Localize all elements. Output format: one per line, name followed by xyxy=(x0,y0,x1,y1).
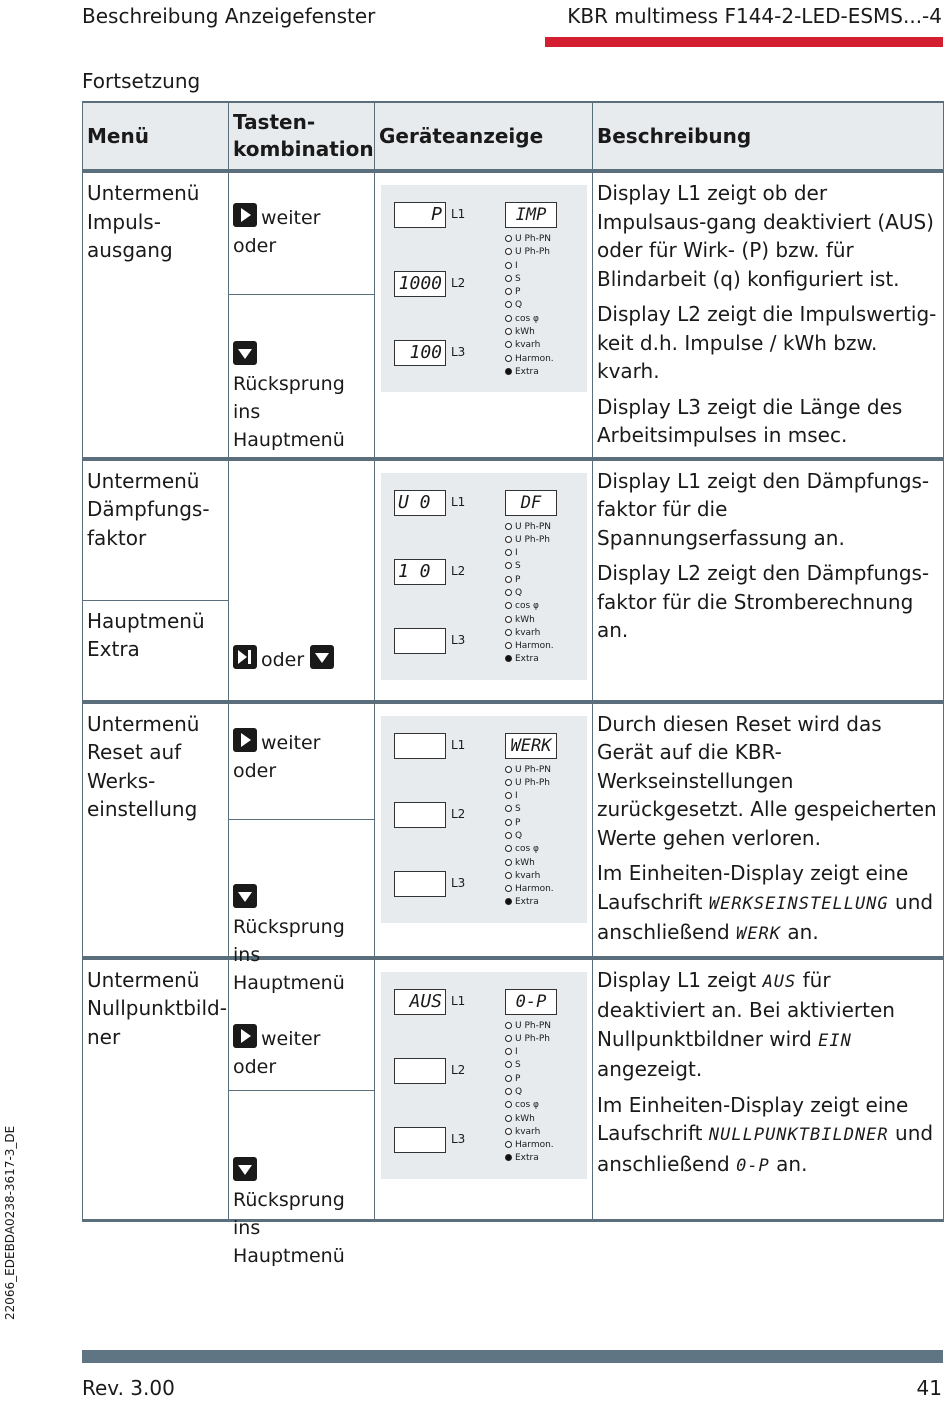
led-item: U Ph-PN xyxy=(505,1020,554,1033)
led-dot-icon xyxy=(505,536,512,543)
led-dot-icon xyxy=(505,288,512,295)
led-item: kvarh xyxy=(505,870,554,883)
led-dot-icon xyxy=(505,315,512,322)
led-dot-icon xyxy=(505,1101,512,1108)
led-item: Harmon. xyxy=(505,353,554,366)
col-header-description: Beschreibung xyxy=(593,102,944,171)
display-l1: AUS xyxy=(394,989,446,1015)
led-item: Q xyxy=(505,1086,554,1099)
led-item: U Ph-Ph xyxy=(505,1033,554,1046)
menu-nullpunktbildner: Untermenü Nullpunktbild- ner xyxy=(87,967,227,1049)
led-item: U Ph-Ph xyxy=(505,534,554,547)
document-id: 22066_EDEBDA0238-3617-3_DE xyxy=(3,1125,17,1320)
led-dot-icon xyxy=(505,589,512,596)
led-dot-icon xyxy=(505,576,512,583)
display-unit: DF xyxy=(505,490,557,516)
menu-extra: Hauptmenü Extra xyxy=(87,608,205,661)
led-dot-icon xyxy=(505,872,512,879)
led-dot-icon xyxy=(505,328,512,335)
led-dot-icon xyxy=(505,1022,512,1029)
led-dot-icon xyxy=(505,235,512,242)
down-arrow-icon xyxy=(233,341,257,365)
led-dot-icon xyxy=(505,629,512,636)
led-dot-icon xyxy=(505,549,512,556)
led-dot-icon xyxy=(505,1115,512,1122)
led-item: Extra xyxy=(505,896,554,909)
table-row xyxy=(83,958,944,1221)
led-dot-icon xyxy=(505,602,512,609)
header-accent-bar xyxy=(545,37,943,47)
led-item: S xyxy=(505,560,554,573)
led-dot-icon xyxy=(505,1141,512,1148)
display-l1: U 0 xyxy=(394,490,446,516)
led-item: I xyxy=(505,790,554,803)
display-l3 xyxy=(394,871,446,897)
menu-reset: Untermenü Reset auf Werks- einstellung xyxy=(87,711,200,821)
col-header-menu: Menü xyxy=(83,102,229,171)
led-dot-icon xyxy=(505,368,512,375)
led-dot-icon xyxy=(505,523,512,530)
footer-bar xyxy=(82,1350,943,1363)
led-item: I xyxy=(505,547,554,560)
description: Display L1 zeigt ob der Impulsaus-gang deaktiviert (AUS) oder für Wirk- (P) bzw. für Blindarbeit (q) konfiguriert ist. Display L2 zeigt die Impulswertig-keit d.h. Impulse / kWh bzw. kvarh. Display L3 zeigt die Länge des Arbeitsimpulses in msec. xyxy=(597,181,937,447)
continued-label: Fortsetzung xyxy=(82,69,201,93)
led-dot-icon xyxy=(505,262,512,269)
led-item: kWh xyxy=(505,857,554,870)
led-dot-icon xyxy=(505,248,512,255)
led-dot-icon xyxy=(505,845,512,852)
led-dot-icon xyxy=(505,642,512,649)
col-header-display: Geräteanzeige xyxy=(375,102,593,171)
led-item: kvarh xyxy=(505,339,554,352)
right-arrow-icon xyxy=(233,728,257,752)
menu-impulsausgang: Untermenü Impuls- ausgang xyxy=(87,181,200,262)
display-l2 xyxy=(394,802,446,828)
led-item: Harmon. xyxy=(505,640,554,653)
led-item: cos φ xyxy=(505,1099,554,1112)
down-arrow-icon xyxy=(310,645,334,669)
led-item: P xyxy=(505,1073,554,1086)
display-l3: 100 xyxy=(394,340,446,366)
page-number: 41 xyxy=(916,1376,942,1400)
led-item: S xyxy=(505,803,554,816)
led-dot-icon xyxy=(505,1128,512,1135)
table-row xyxy=(83,702,944,958)
table-header-row xyxy=(83,102,944,171)
led-dot-icon xyxy=(505,832,512,839)
led-item: S xyxy=(505,273,554,286)
display-l3 xyxy=(394,628,446,654)
display-l2: 1000 xyxy=(394,271,446,297)
led-item: Q xyxy=(505,587,554,600)
led-item: P xyxy=(505,817,554,830)
led-dot-icon xyxy=(505,1154,512,1161)
led-item: U Ph-Ph xyxy=(505,777,554,790)
skip-forward-icon xyxy=(233,645,257,669)
led-dot-icon xyxy=(505,355,512,362)
led-item: U Ph-PN xyxy=(505,233,554,246)
led-dot-icon xyxy=(505,275,512,282)
led-dot-icon xyxy=(505,1061,512,1068)
led-item: U Ph-PN xyxy=(505,764,554,777)
header-title: Beschreibung Anzeigefenster xyxy=(82,4,376,28)
led-item: Extra xyxy=(505,653,554,666)
led-dot-icon xyxy=(505,301,512,308)
display-l1 xyxy=(394,733,446,759)
device-display: L1 L2 L3 WERK U Ph-PN U Ph-Ph I S P Q cos φ kWh kvarh Harmon. Extra xyxy=(381,716,587,923)
display-unit: IMP xyxy=(505,202,557,228)
led-item: cos φ xyxy=(505,600,554,613)
led-dot-icon xyxy=(505,885,512,892)
table-row xyxy=(83,171,944,459)
device-display: U 0 L1 1 0 L2 L3 DF U Ph-PN U Ph-Ph I S P Q cos φ kWh kvarh Harmon. Extra xyxy=(381,473,587,680)
description: Display L1 zeigt AUS für deaktiviert an. Bei aktivierten Nullpunktbildner wird EIN angezeigt. Im Einheiten-Display zeigt eine Laufschrift NULLPUNKTBILDNER und anschließend 0-P an. xyxy=(597,967,934,1176)
led-item: kWh xyxy=(505,326,554,339)
led-dot-icon xyxy=(505,562,512,569)
display-l2: 1 0 xyxy=(394,559,446,585)
display-l3 xyxy=(394,1127,446,1153)
led-list xyxy=(505,521,554,667)
col-header-keys: Tasten- kombination xyxy=(229,102,375,171)
led-dot-icon xyxy=(505,898,512,905)
led-item: U Ph-PN xyxy=(505,521,554,534)
led-item: Harmon. xyxy=(505,883,554,896)
led-item: Extra xyxy=(505,366,554,379)
led-item: U Ph-Ph xyxy=(505,246,554,259)
led-dot-icon xyxy=(505,766,512,773)
led-item: cos φ xyxy=(505,313,554,326)
menu-table xyxy=(82,101,944,1267)
led-dot-icon xyxy=(505,1075,512,1082)
led-dot-icon xyxy=(505,1088,512,1095)
display-unit: WERK xyxy=(505,733,557,759)
led-item: I xyxy=(505,260,554,273)
key-next: weiter oder xyxy=(229,960,374,1091)
led-dot-icon xyxy=(505,1035,512,1042)
led-item: Q xyxy=(505,830,554,843)
table-row xyxy=(83,459,944,702)
led-item: kWh xyxy=(505,614,554,627)
right-arrow-icon xyxy=(233,1024,257,1048)
key-back: Rücksprung ins Hauptmenü xyxy=(229,1091,374,1219)
display-l1: P xyxy=(394,202,446,228)
led-item: kvarh xyxy=(505,627,554,640)
led-item: kWh xyxy=(505,1113,554,1126)
menu-daempfungsfaktor: Untermenü Dämpfungs- faktor xyxy=(83,461,228,601)
led-list xyxy=(505,1020,554,1166)
led-item: kvarh xyxy=(505,1126,554,1139)
key-back: Rücksprung ins Hauptmenü xyxy=(229,295,374,431)
led-list xyxy=(505,233,554,379)
description: Display L1 zeigt den Dämpfungs-faktor für die Spannungserfassung an. Display L2 zeigt den Dämpfungs-faktor für die Stromberechnung an. xyxy=(597,468,930,642)
led-list xyxy=(505,764,554,910)
key-combo: oder xyxy=(229,645,374,700)
header-product: KBR multimess F144-2-LED-ESMS...-4 xyxy=(567,4,942,28)
led-dot-icon xyxy=(505,859,512,866)
display-l2 xyxy=(394,1058,446,1084)
description: Durch diesen Reset wird das Gerät auf die KBR-Werkseinstellungen zurückgesetzt. Alle gespeicherten Werte gehen verloren. Im Einheiten-Display zeigt eine Laufschrift WERKSEINSTELLUNG und anschließend WERK an. xyxy=(597,711,937,944)
led-item: cos φ xyxy=(505,843,554,856)
led-dot-icon xyxy=(505,819,512,826)
revision: Rev. 3.00 xyxy=(82,1376,175,1400)
device-display: P L1 1000 L2 100 L3 IMP U Ph-PN U Ph-Ph I S P Q cos φ kWh kvarh Harmon. Extra xyxy=(381,185,587,392)
led-item: Extra xyxy=(505,1152,554,1165)
right-arrow-icon xyxy=(233,203,257,227)
led-dot-icon xyxy=(505,792,512,799)
led-item: Harmon. xyxy=(505,1139,554,1152)
led-dot-icon xyxy=(505,779,512,786)
led-dot-icon xyxy=(505,655,512,662)
led-item: P xyxy=(505,286,554,299)
key-next: weiter oder xyxy=(229,173,374,295)
key-back: Rücksprung ins Hauptmenü xyxy=(229,820,374,943)
led-dot-icon xyxy=(505,1048,512,1055)
led-dot-icon xyxy=(505,616,512,623)
led-item: Q xyxy=(505,299,554,312)
led-item: P xyxy=(505,574,554,587)
led-item: S xyxy=(505,1059,554,1072)
down-arrow-icon xyxy=(233,884,257,908)
key-next: weiter oder xyxy=(229,704,374,820)
down-arrow-icon xyxy=(233,1157,257,1181)
device-display: AUS L1 L2 L3 0-P U Ph-PN U Ph-Ph I S P Q cos φ kWh kvarh Harmon. Extra xyxy=(381,972,587,1179)
display-unit: 0-P xyxy=(505,989,557,1015)
led-dot-icon xyxy=(505,341,512,348)
led-item: I xyxy=(505,1046,554,1059)
led-dot-icon xyxy=(505,805,512,812)
